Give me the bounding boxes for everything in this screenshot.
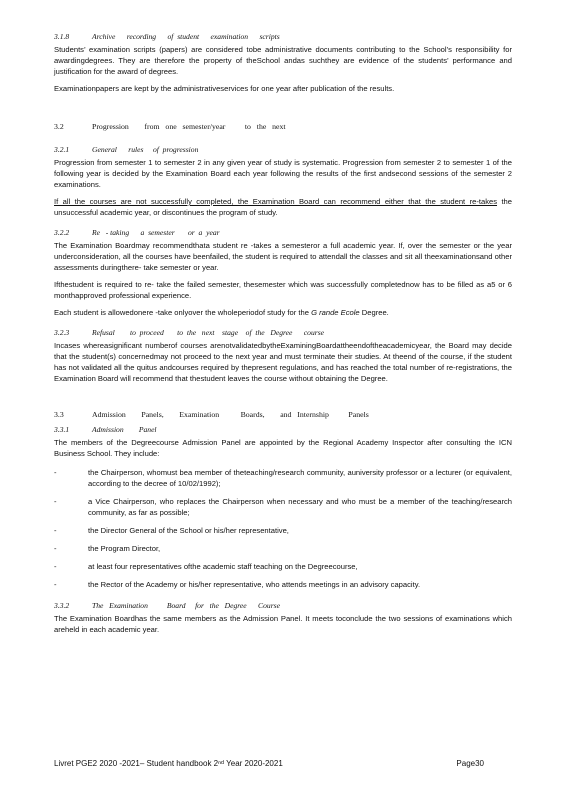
list-item bbox=[54, 543, 512, 554]
list-item-text: the Chairperson, whomust bea member of theteaching/research community, auniversity professor or a lecturer (or equivalent, according to the decree of 10/02/1992); bbox=[88, 468, 512, 488]
text: Degree. bbox=[361, 308, 389, 317]
heading-3-3 bbox=[54, 410, 512, 419]
list-item bbox=[54, 561, 512, 572]
section-number: 3.2 bbox=[54, 122, 64, 131]
list-item-text: at least four representatives ofthe academic staff teaching on the Degreecourse, bbox=[88, 562, 358, 571]
paragraph bbox=[54, 307, 512, 318]
section-number: 3.2.2 bbox=[54, 228, 70, 237]
underlined-text: If all the courses are not successfully completed, the Examination Board can recommend either that the student re-takes bbox=[54, 197, 498, 206]
page-footer bbox=[54, 759, 484, 768]
bullet-dash: - bbox=[54, 497, 57, 506]
paragraph bbox=[54, 196, 512, 218]
section-title: The Examination Board for the Degree Course bbox=[92, 601, 280, 610]
list-item-text: the Director General of the School or his/her representative, bbox=[88, 526, 289, 535]
section-number: 3.2.3 bbox=[54, 328, 70, 337]
list-item bbox=[54, 579, 512, 590]
page-number: Page30 bbox=[456, 759, 484, 768]
paragraph: The Examination Boardhas the same members as the Admission Panel. It meets toconclude the two sessions of examinations which areheld in each academic year. bbox=[54, 614, 512, 634]
bullet-dash: - bbox=[54, 468, 57, 477]
bullet-dash: - bbox=[54, 544, 57, 553]
section-title: Refusal to proceed to the next stage of the Degree course bbox=[92, 328, 325, 337]
document-page bbox=[54, 32, 512, 641]
list-item bbox=[54, 467, 512, 489]
section-title: General rules of progression bbox=[92, 145, 199, 154]
footer-title: Livret PGE2 2020 -2021– Student handbook 2ⁿᵈ Year 2020-2021 bbox=[54, 759, 283, 768]
section-number: 3.3.1 bbox=[54, 425, 70, 434]
text: the unsuccessful academic year, or discontinues the program of study. bbox=[54, 197, 512, 217]
heading-3-3-1 bbox=[54, 425, 512, 434]
section-title: Archive recording of student examination scripts bbox=[92, 32, 280, 41]
paragraph: Progression from semester 1 to semester 2 in any given year of study is systematic. Progression from semester 2 to semester 1 of the following year is decided by the Examination Board each year following the results of the first andsecond sessions of the semester 2 examinations. bbox=[54, 158, 512, 189]
section-title: Progression from one semester/year to the next bbox=[92, 122, 286, 131]
section-title: Admission Panels, Examination Boards, and Internship Panels bbox=[92, 410, 369, 419]
text: Each student is allowedonere -take onlyover the wholeperiodof study for the bbox=[54, 308, 309, 317]
paragraph: Incases whereasignificant numberof courses arenotvalidatedbytheExaminingBoardattheendoftheacademicyear, the Board may decide that the student(s) concernedmay not proceed to the next year and must terminate their studies. At theend of the course, if the student has not validated all the quitus andcourses required by thepresent regulations, and has reached the total number of re-registrations, the Examination Board will recommend that thestudent leaves the course without obtaining the Degree. bbox=[54, 341, 512, 383]
list-item-text: the Program Director, bbox=[88, 544, 161, 553]
list-item-text: the Rector of the Academy or his/her representative, who attends meetings in an advisory capacity. bbox=[88, 580, 421, 589]
heading-3-2-3 bbox=[54, 328, 512, 337]
bullet-dash: - bbox=[54, 580, 57, 589]
list-item bbox=[54, 496, 512, 518]
section-number: 3.3 bbox=[54, 410, 64, 419]
section-number: 3.3.2 bbox=[54, 601, 70, 610]
paragraph: The members of the Degreecourse Admission Panel are appointed by the Regional Academy Inspector after consulting the ICN Business School. They include: bbox=[54, 438, 512, 458]
section-number: 3.1.8 bbox=[54, 32, 70, 41]
list-item-text: a Vice Chairperson, who replaces the Chairperson when necessary and who must be a member of the teaching/research community, as far as possible; bbox=[88, 497, 512, 517]
section-number: 3.2.1 bbox=[54, 145, 70, 154]
paragraph: Examinationpapers are kept by the administrativeservices for one year after publication of the results. bbox=[54, 84, 395, 93]
heading-3-2-2 bbox=[54, 228, 512, 237]
bullet-dash: - bbox=[54, 526, 57, 535]
heading-3-1-8 bbox=[54, 32, 512, 41]
paragraph: The Examination Boardmay recommendthata student re -takes a semesteror a full academic year. If, over the semester or the year underconsideration, all the courses have beenfailed, the student is required to attendall the classes and sit all theexaminationsand other assessments duringthere- take semester or year. bbox=[54, 241, 512, 272]
paragraph: Ifthestudent is required to re- take the failed semester, thesemester which was successfully completednow has to be filled as a5 or 6 monthapproved professional experience. bbox=[54, 280, 512, 300]
list-item bbox=[54, 525, 512, 536]
heading-3-2 bbox=[54, 122, 512, 131]
bullet-dash: - bbox=[54, 562, 57, 571]
italic-text: G rande Ecole bbox=[311, 308, 360, 317]
section-title: Admission Panel bbox=[92, 425, 157, 434]
heading-3-3-2 bbox=[54, 601, 512, 610]
section-title: Re - taking a semester or a year bbox=[92, 228, 220, 237]
paragraph: Students’ examination scripts (papers) are considered tobe administrative documents contributing to the School’s responsibility for awardingdegrees. They are therefore the property of theSchool andas suchthey are evidence of the students’ performance and justification for the award of degrees. bbox=[54, 45, 512, 76]
heading-3-2-1 bbox=[54, 145, 512, 154]
